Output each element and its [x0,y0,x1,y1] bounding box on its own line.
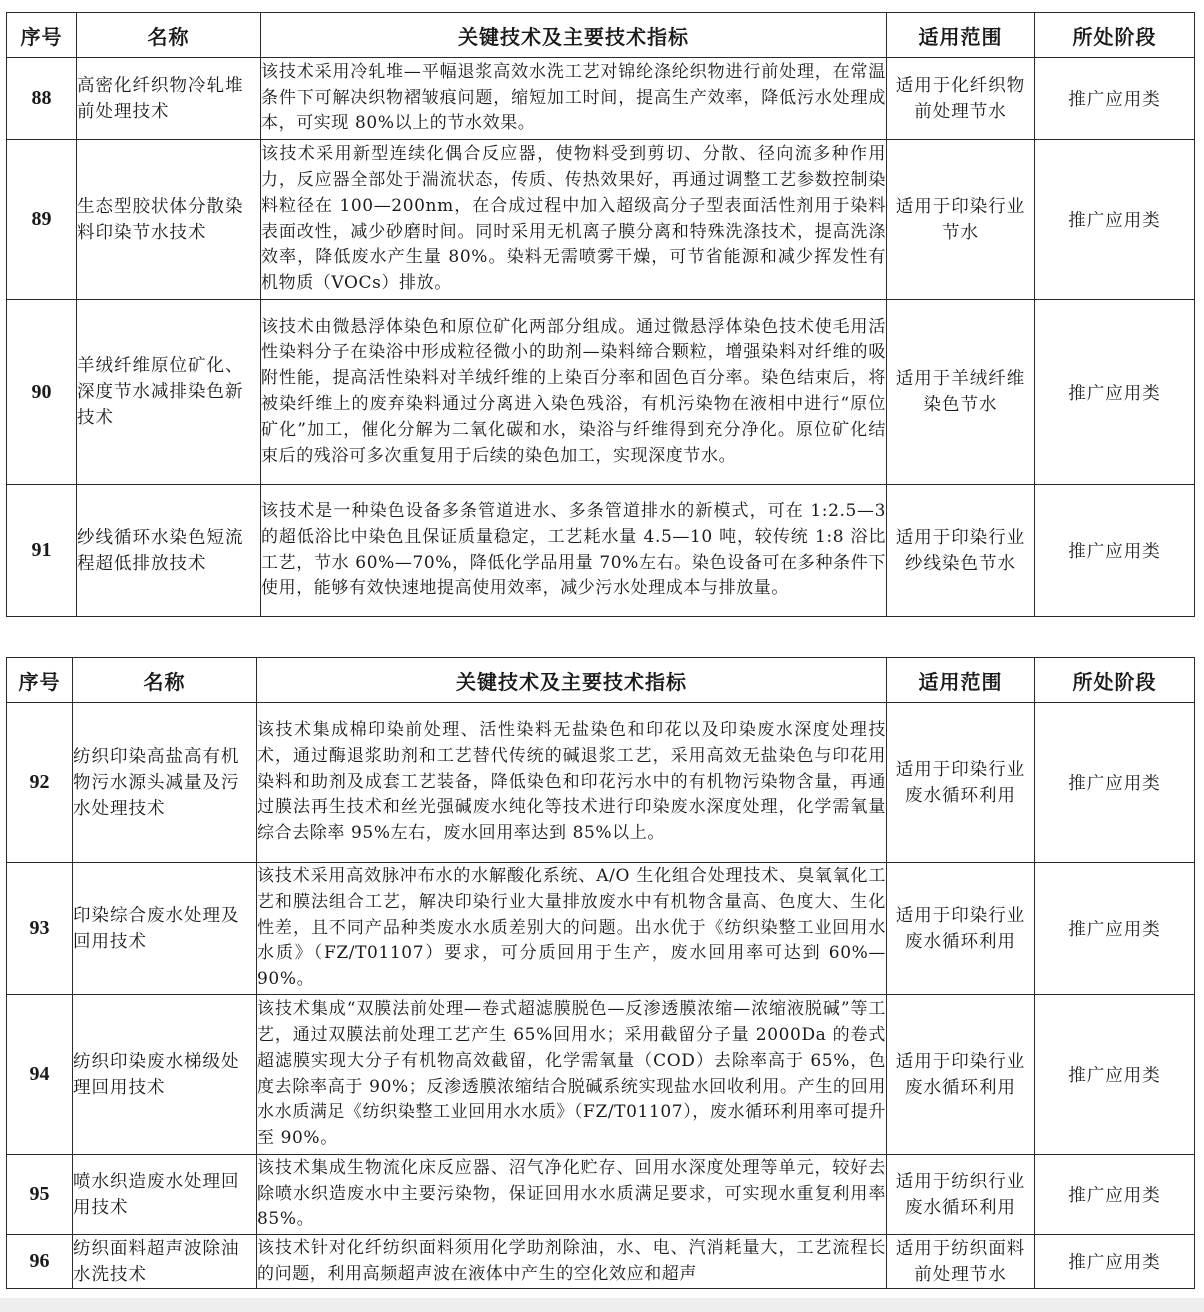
row-stage: 推广应用类 [1035,300,1195,485]
tech-table-1 [6,12,1195,617]
row-no: 91 [7,485,77,617]
row-scope: 适用于化纤织物前处理节水 [887,58,1035,140]
row-name: 纺织面料超声波除油水洗技术 [73,1235,257,1289]
row-name: 高密化纤织物冷轧堆前处理技术 [77,58,261,140]
row-tech: 该技术是一种染色设备多条管道进水、多条管道排水的新模式，可在 1:2.5—3 的超低浴比中染色且保证质量稳定，工艺耗水量 4.5—10 吨，较传统 1:8 浴比工艺，节水 60%—70%，降低化学品用量 70%左右。染色设备可在多种条件下使用，能够有效快速地提高使用效率，减少污水处理成本与排放量。 [261,485,887,617]
row-stage: 推广应用类 [1035,995,1195,1155]
row-name: 纱线循环水染色短流程超低排放技术 [77,485,261,617]
row-no: 90 [7,300,77,485]
header-name: 名称 [73,658,257,703]
header-scope: 适用范围 [887,13,1035,58]
header-no: 序号 [7,658,73,703]
row-scope: 适用于羊绒纤维染色节水 [887,300,1035,485]
table-row [7,1235,1195,1289]
row-no: 94 [7,995,73,1155]
row-stage: 推广应用类 [1035,58,1195,140]
row-no: 89 [7,140,77,300]
row-name: 纺织印染高盐高有机物污水源头减量及污水处理技术 [73,703,257,863]
row-stage: 推广应用类 [1035,1155,1195,1235]
row-scope: 适用于纺织行业废水循环利用 [887,1155,1035,1235]
row-stage: 推广应用类 [1035,1235,1195,1289]
row-tech: 该技术采用新型连续化偶合反应器，使物料受到剪切、分散、径向流多种作用力，反应器全部处于湍流状态，传质、传热效果好，再通过调整工艺参数控制染料粒径在 100—200nm，在合成过程中加入超级高分子型表面活性剂用于染料表面改性，减少砂磨时间。同时采用无机离子膜分离和特殊洗涤技术，提高洗涤效率，降低废水产生量 80%。染料无需喷雾干燥，可节省能源和减少挥发性有机物质（VOCs）排放。 [261,140,887,300]
header-scope: 适用范围 [887,658,1035,703]
row-stage: 推广应用类 [1035,703,1195,863]
row-no: 95 [7,1155,73,1235]
row-scope: 适用于纺织面料前处理节水 [887,1235,1035,1289]
row-tech: 该技术由微悬浮体染色和原位矿化两部分组成。通过微悬浮体染色技术使毛用活性染料分子在染浴中形成粒径微小的助剂—染料缔合颗粒，增强染料对纤维的吸附性能，提高活性染料对羊绒纤维的上染百分率和固色百分率。染色结束后，将被染纤维上的废弃染料通过分离进入染色残浴，有机污染物在液相中进行“原位矿化”加工，催化分解为二氧化碳和水，染浴与纤维得到充分净化。原位矿化结束后的残浴可多次重复用于后续的染色加工，实现深度节水。 [261,300,887,485]
row-tech: 该技术集成“双膜法前处理—卷式超滤膜脱色—反渗透膜浓缩—浓缩液脱碱”等工艺，通过双膜法前处理工艺产生 65%回用水；采用截留分子量 2000Da 的卷式超滤膜实现大分子有机物高效截留，化学需氧量（COD）去除率高于 65%，色度去除率高于 90%；反渗透膜浓缩结合脱碱系统实现盐水回收利用。产生的回用水水质满足《纺织染整工业回用水水质》（FZ/T01107），废水循环利用率可提升至 90%。 [257,995,887,1155]
row-tech: 该技术采用高效脉冲布水的水解酸化系统、A/O 生化组合处理技术、臭氧氧化工艺和膜法组合工艺，解决印染行业大量排放废水中有机物含量高、色度大、生化性差，且不同产品种类废水水质差别大的问题。出水优于《纺织染整工业回用水水质》（FZ/T01107）要求，可分质回用于生产，废水回用率可达到 60%—90%。 [257,863,887,995]
row-tech: 该技术针对化纤纺织面料须用化学助剂除油，水、电、汽消耗量大，工艺流程长的问题，利用高频超声波在液体中产生的空化效应和超声 [257,1235,887,1289]
row-name: 喷水织造废水处理回用技术 [73,1155,257,1235]
tech-table-2 [6,657,1195,1289]
row-no: 96 [7,1235,73,1289]
header-tech: 关键技术及主要技术指标 [261,13,887,58]
table-header-row [7,13,1195,58]
row-tech: 该技术集成棉印染前处理、活性染料无盐染色和印花以及印染废水深度处理技术，通过酶退浆助剂和工艺替代传统的碱退浆工艺，采用高效无盐染色与印花用染料和助剂及成套工艺装备，降低染色和印花污水中的有机物污染物含量，再通过膜法再生技术和丝光强碱废水纯化等技术进行印染废水深度处理，化学需氧量综合去除率 95%左右，废水回用率达到 85%以上。 [257,703,887,863]
row-tech: 该技术集成生物流化床反应器、沼气净化贮存、回用水深度处理等单元，较好去除喷水织造废水中主要污染物，保证回用水水质满足要求，可实现水重复利用率 85%。 [257,1155,887,1235]
row-no: 92 [7,703,73,863]
row-no: 93 [7,863,73,995]
table-row [7,703,1195,863]
row-stage: 推广应用类 [1035,863,1195,995]
row-scope: 适用于印染行业废水循环利用 [887,703,1035,863]
row-name: 纺织印染废水梯级处理回用技术 [73,995,257,1155]
table-row [7,1155,1195,1235]
row-stage: 推广应用类 [1035,140,1195,300]
row-name: 生态型胶状体分散染料印染节水技术 [77,140,261,300]
table-row [7,300,1195,485]
row-name: 印染综合废水处理及回用技术 [73,863,257,995]
table-row [7,140,1195,300]
header-no: 序号 [7,13,77,58]
table-row [7,485,1195,617]
row-scope: 适用于印染行业纱线染色节水 [887,485,1035,617]
row-scope: 适用于印染行业废水循环利用 [887,995,1035,1155]
row-name: 羊绒纤维原位矿化、深度节水减排染色新技术 [77,300,261,485]
page-bottom-edge [0,1298,1204,1312]
table-row [7,58,1195,140]
table-row [7,995,1195,1155]
header-stage: 所处阶段 [1035,13,1195,58]
header-stage: 所处阶段 [1035,658,1195,703]
page-gap [0,626,1204,652]
row-no: 88 [7,58,77,140]
row-scope: 适用于印染行业废水循环利用 [887,863,1035,995]
header-name: 名称 [77,13,261,58]
header-tech: 关键技术及主要技术指标 [257,658,887,703]
row-stage: 推广应用类 [1035,485,1195,617]
row-tech: 该技术采用冷轧堆—平幅退浆高效水洗工艺对锦纶涤纶织物进行前处理，在常温条件下可解决织物褶皱痕问题，缩短加工时间，提高生产效率，降低污水处理成本，可实现 80%以上的节水效果。 [261,58,887,140]
table-header-row [7,658,1195,703]
row-scope: 适用于印染行业节水 [887,140,1035,300]
table-row [7,863,1195,995]
